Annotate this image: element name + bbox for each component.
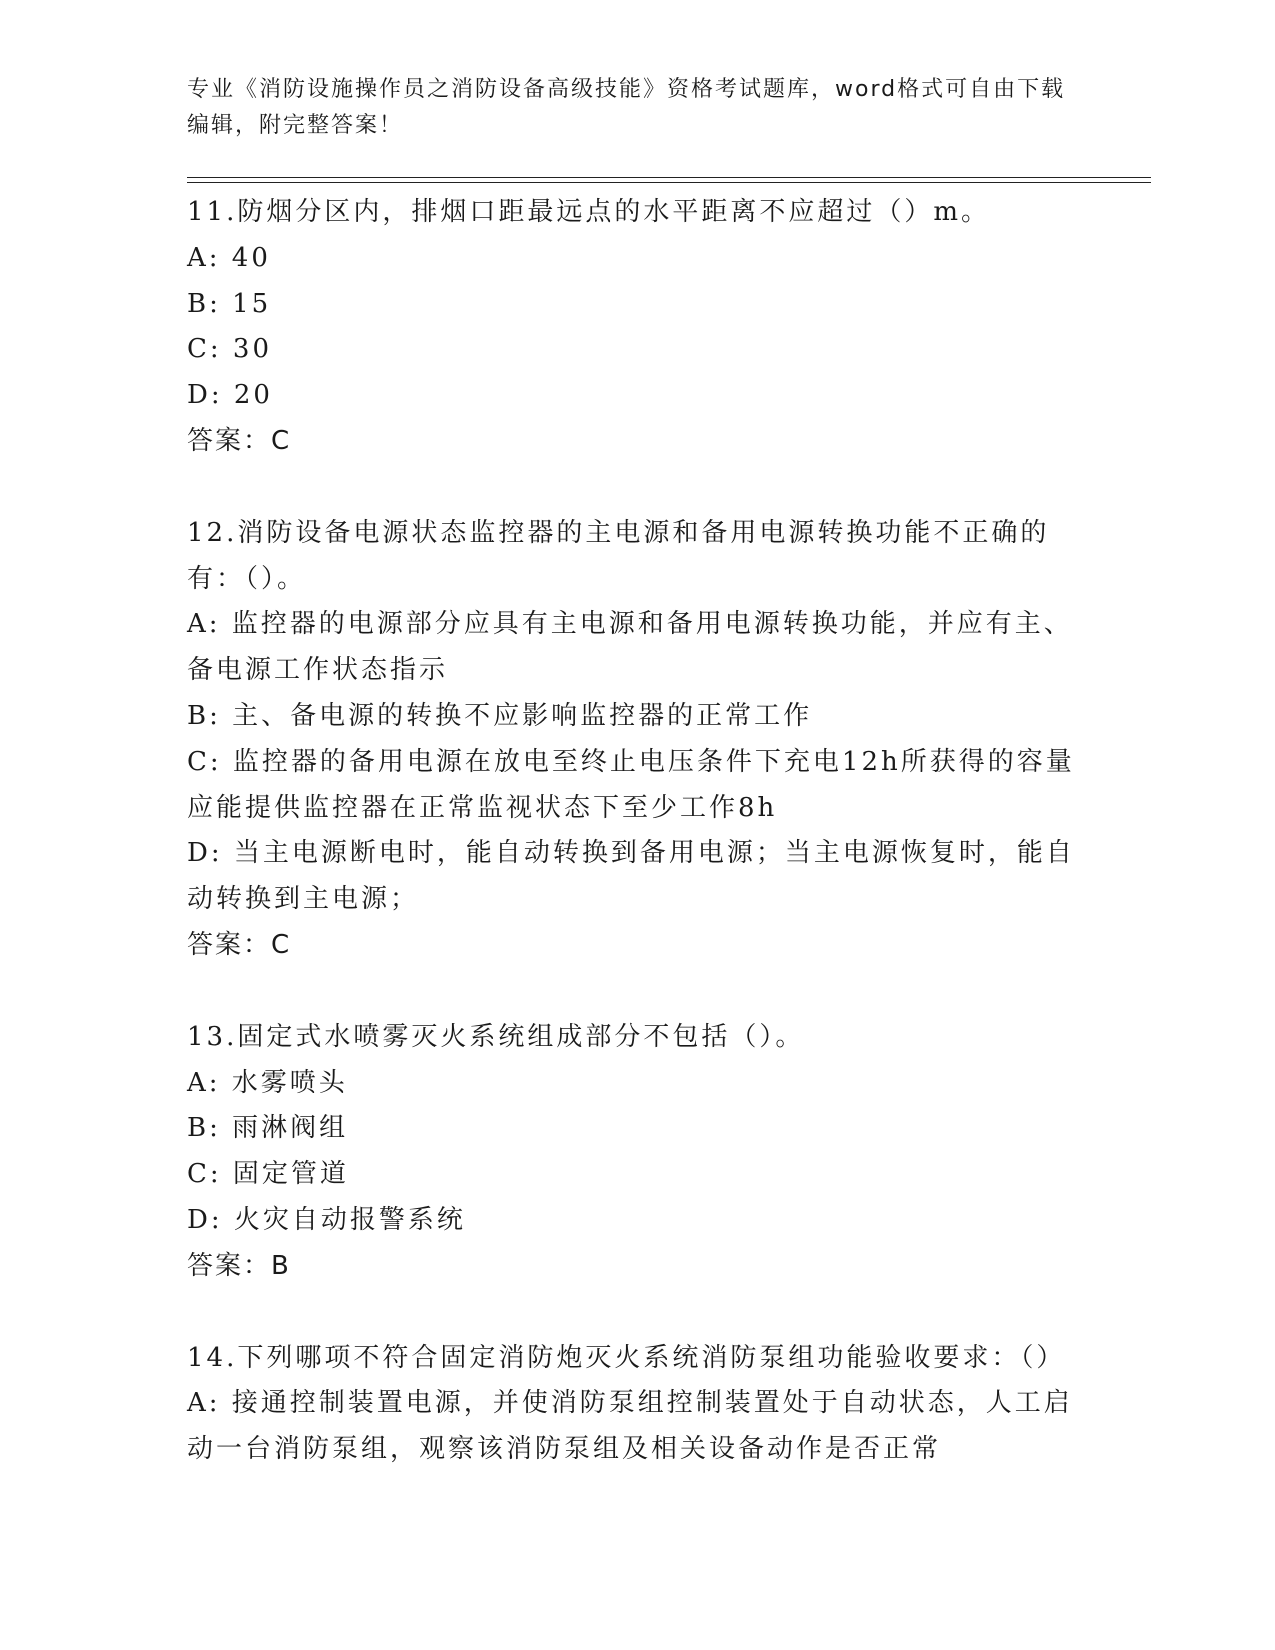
option-b: B: 15 <box>187 288 272 319</box>
option-b: B: 雨淋阀组 <box>187 1113 349 1144</box>
header-divider-bottom <box>187 182 1151 183</box>
answer: 答案：B <box>187 1250 291 1281</box>
question-stem: 14.下列哪项不符合固定消防炮灭火系统消防泵组功能验收要求：（） <box>187 1342 1066 1373</box>
question-12 <box>187 511 1087 969</box>
question-14 <box>187 1336 1087 1473</box>
question-11 <box>187 190 1087 465</box>
option-a: A: 监控器的电源部分应具有主电源和备用电源转换功能，并应有主、备电源工作状态指示 <box>187 609 1073 686</box>
question-list <box>187 190 1087 1519</box>
option-b: B: 主、备电源的转换不应影响监控器的正常工作 <box>187 700 813 731</box>
option-d: D: 20 <box>187 380 273 411</box>
option-c: C: 30 <box>187 334 273 365</box>
option-a: A: 水雾喷头 <box>187 1067 348 1098</box>
question-13 <box>187 1015 1087 1290</box>
answer: 答案：C <box>187 929 292 960</box>
question-stem: 11.防烟分区内，排烟口距最远点的水平距离不应超过（）m。 <box>187 197 991 227</box>
option-c: C: 监控器的备用电源在放电至终止电压条件下充电12h所获得的容量应能提供监控器在正常监视状态下至少工作8h <box>187 746 1075 823</box>
option-d: D: 当主电源断电时，能自动转换到备用电源；当主电源恢复时，能自动转换到主电源； <box>187 838 1075 915</box>
answer: 答案：C <box>187 425 292 456</box>
option-a: A: 接通控制装置电源，并使消防泵组控制装置处于自动状态，人工启动一台消防泵组，观察该消防泵组及相关设备动作是否正常 <box>187 1388 1073 1465</box>
question-stem: 13.固定式水喷雾灭火系统组成部分不包括（）。 <box>187 1021 805 1052</box>
document-header: 专业《消防设施操作员之消防设备高级技能》资格考试题库，word格式可自由下载编辑，附完整答案！ <box>187 77 1066 138</box>
option-d: D: 火灾自动报警系统 <box>187 1204 466 1235</box>
header-divider-top <box>187 177 1151 178</box>
option-a: A: 40 <box>187 242 271 273</box>
question-stem: 12.消防设备电源状态监控器的主电源和备用电源转换功能不正确的有：（）。 <box>187 517 1050 594</box>
option-c: C: 固定管道 <box>187 1159 349 1190</box>
